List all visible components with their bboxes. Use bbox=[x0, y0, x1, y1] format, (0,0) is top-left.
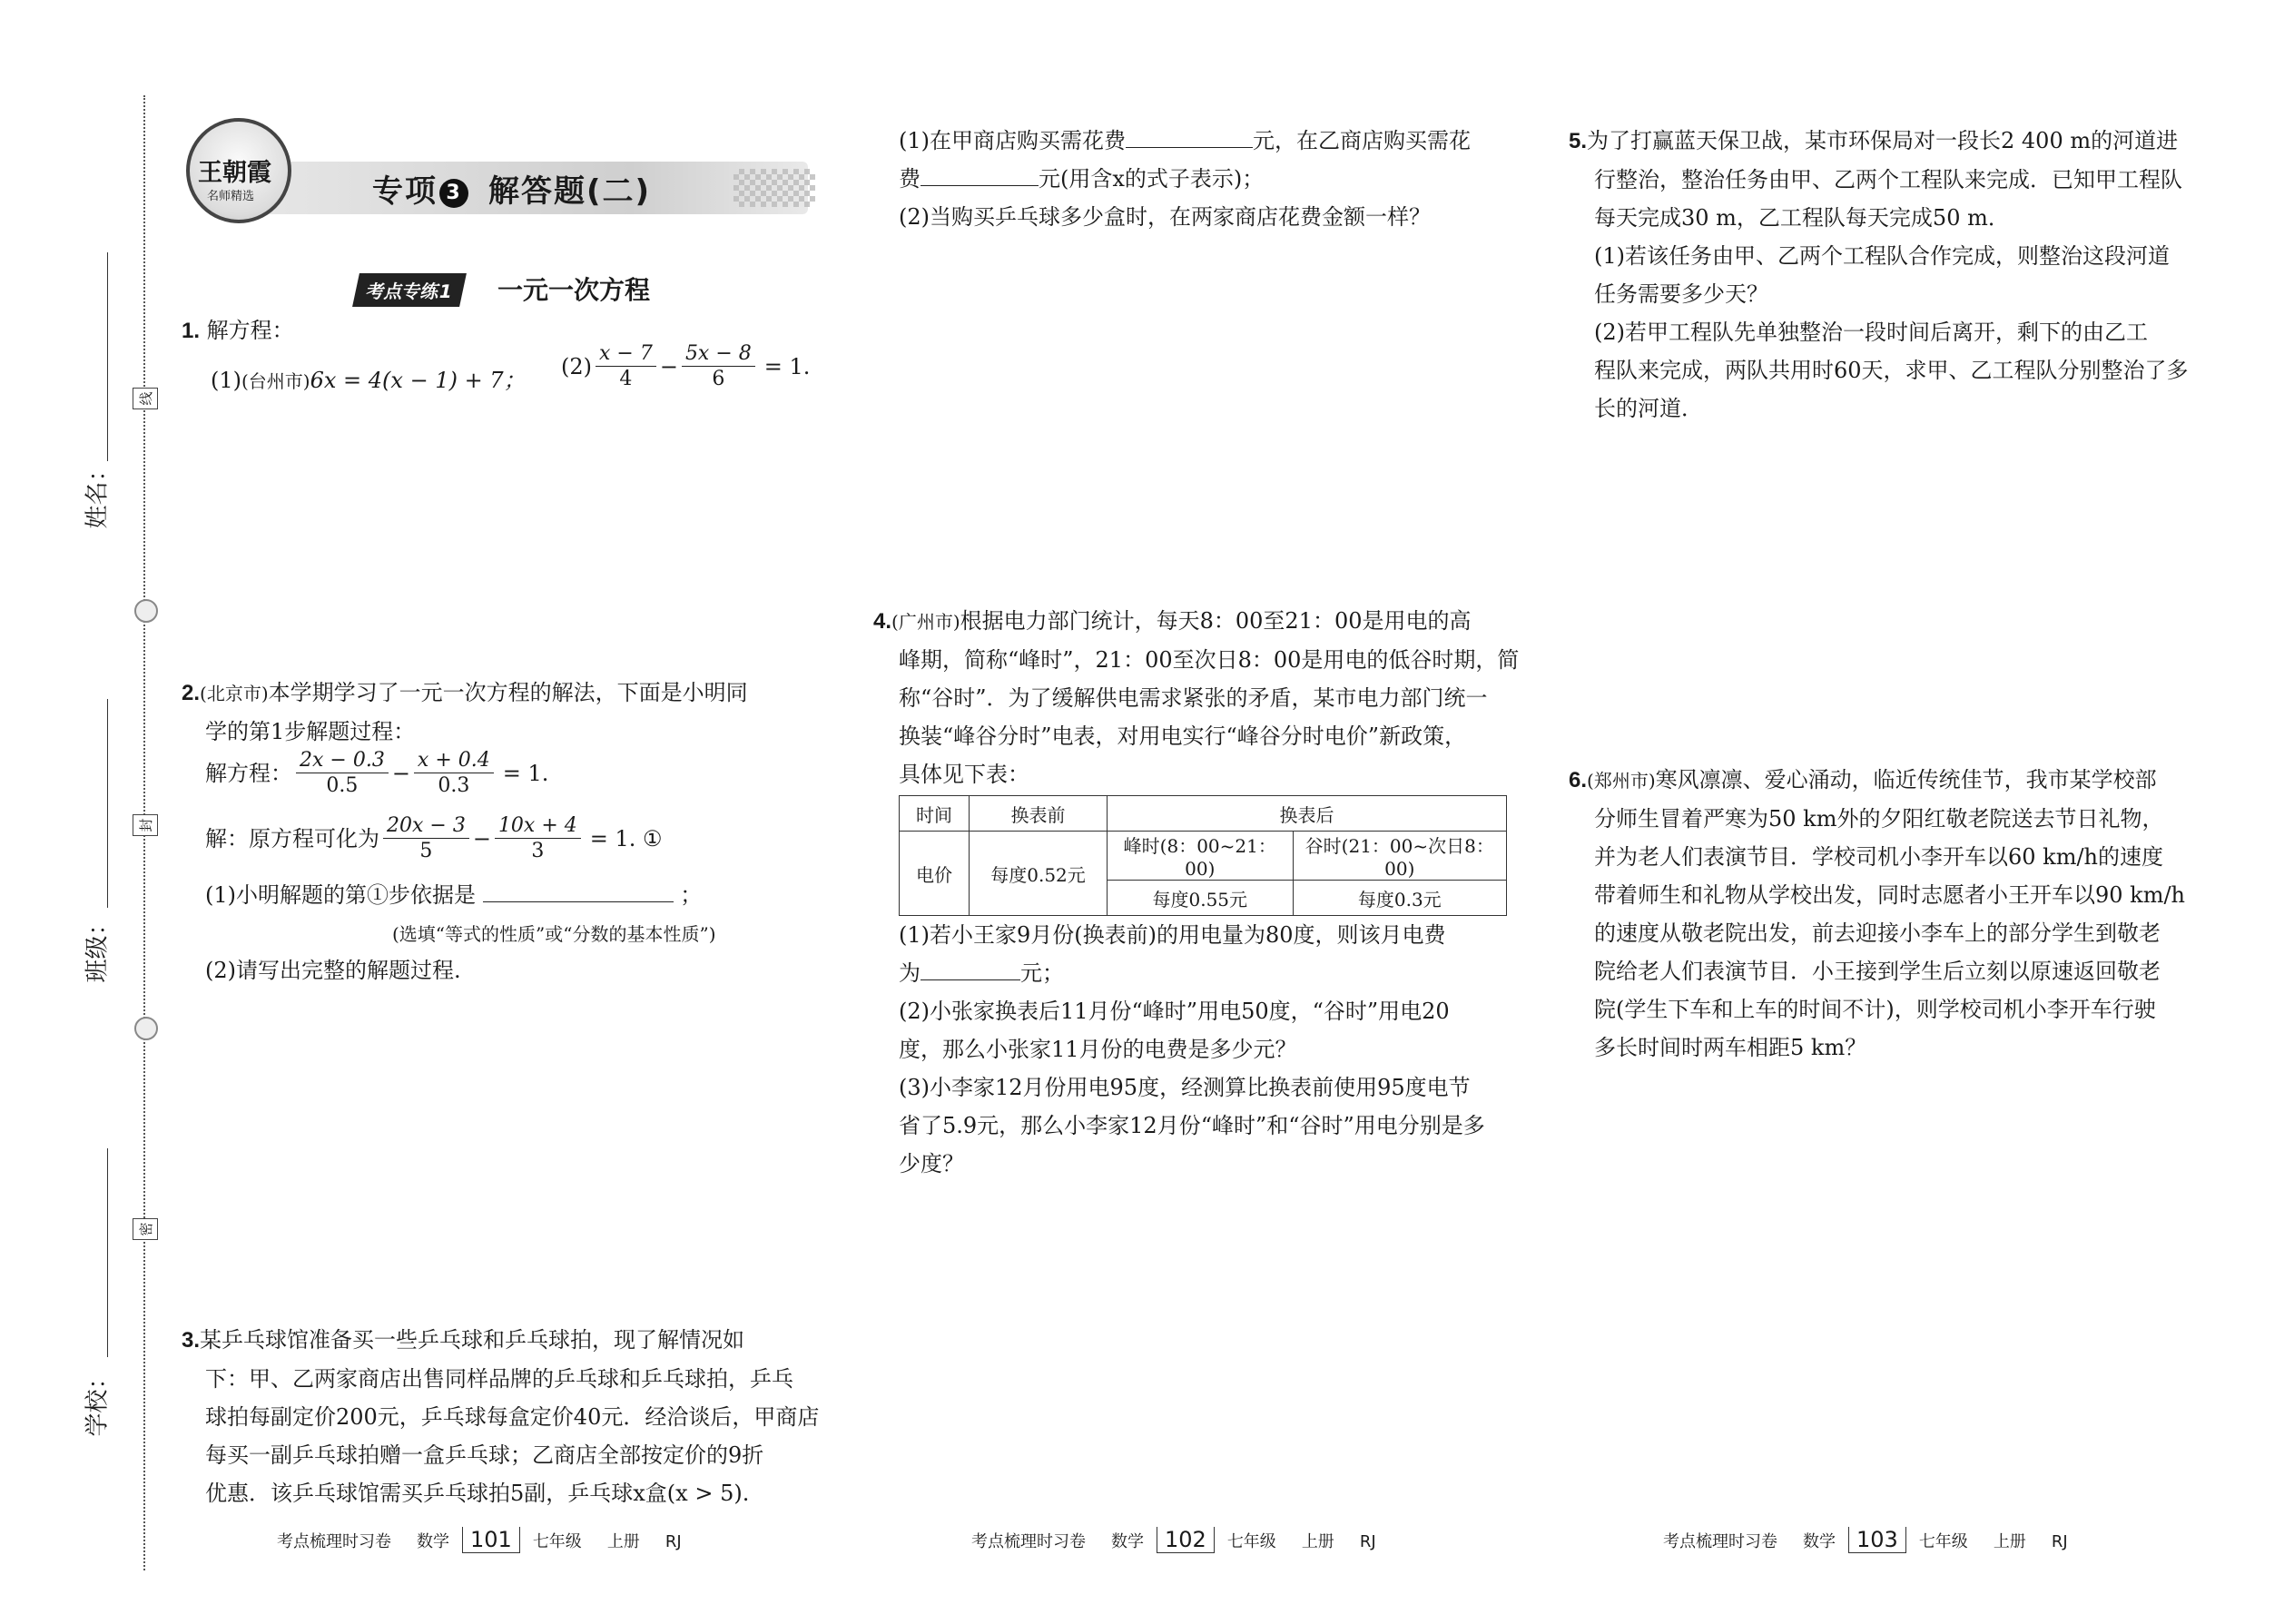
q5-line bbox=[1569, 275, 2189, 313]
q4-s3-cont: 少度？ bbox=[899, 1151, 964, 1176]
q5-number: 5. bbox=[1569, 129, 1588, 153]
q2-equation bbox=[205, 750, 548, 796]
answer-blank[interactable] bbox=[921, 165, 1039, 186]
q4-s3-cont: 省了5.9元，那么小李家12月份“峰时”和“谷时”用电分别是多 bbox=[899, 1113, 1485, 1138]
q4-text: 换装“峰谷分时”电表，对用电实行“峰谷分时电价”新政策， bbox=[899, 723, 1467, 749]
q6-line bbox=[1569, 1029, 2185, 1067]
numerator: 2x − 0.3 bbox=[296, 750, 389, 773]
q2-number: 2. bbox=[182, 681, 201, 705]
q6-text: 分师生冒着严寒为50 km外的夕阳红敬老院送去节日礼物， bbox=[1594, 806, 2164, 832]
q3-text: 每买一副乒乓球拍赠一盒乒乓球；乙商店全部按定价的9折 bbox=[205, 1442, 764, 1468]
table-header-before: 换表前 bbox=[970, 796, 1108, 832]
logo-subtext: 名师精选 bbox=[207, 190, 255, 203]
school-label: 学校： bbox=[84, 1365, 112, 1437]
footer-subject: 数学 bbox=[1111, 1532, 1144, 1551]
page-footer bbox=[277, 1527, 682, 1553]
footer-volume: 上册 bbox=[1993, 1532, 2026, 1551]
footer-grade: 七年级 bbox=[532, 1532, 582, 1551]
fraction bbox=[383, 815, 469, 861]
q4-source: (广州市) bbox=[891, 611, 960, 633]
q3-line bbox=[182, 1474, 819, 1512]
table-valley-label: 谷时(21：00~次日8：00) bbox=[1293, 832, 1506, 881]
operator: − bbox=[472, 825, 491, 851]
q5-line bbox=[1569, 199, 2189, 237]
tag-xian: 线 bbox=[133, 388, 158, 409]
rhs: = 1. bbox=[763, 353, 811, 379]
footer-book: 考点梳理时习卷 bbox=[277, 1532, 391, 1551]
question-5 bbox=[1569, 122, 2189, 428]
section-title: 一元一次方程 bbox=[497, 275, 651, 305]
q3-line bbox=[182, 1436, 819, 1474]
q6-line bbox=[1569, 761, 2185, 800]
rhs: = 1. ① bbox=[589, 825, 663, 851]
q6-text: 的速度从敬老院出发，前去迎接小李车上的部分学生到敬老 bbox=[1594, 920, 2161, 946]
q3-number: 3. bbox=[182, 1328, 201, 1353]
q6-line bbox=[1569, 876, 2185, 914]
name-label: 姓名： bbox=[84, 458, 112, 529]
table-before-value: 每度0.52元 bbox=[970, 832, 1108, 916]
q5-line bbox=[1569, 122, 2189, 161]
footer-edition: RJ bbox=[2051, 1532, 2068, 1551]
q4-text: 根据电力部门统计，每天8：00至21：00是用电的高 bbox=[960, 608, 1472, 634]
numerator: x − 7 bbox=[596, 343, 656, 367]
q4-line bbox=[873, 717, 1519, 755]
q4-s1-cont bbox=[899, 954, 1485, 992]
footer-grade: 七年级 bbox=[1226, 1532, 1276, 1551]
footer-subject: 数学 bbox=[1803, 1532, 1836, 1551]
q3-line bbox=[182, 1360, 819, 1398]
question-2 bbox=[182, 674, 748, 713]
q1-p1-label: (1) bbox=[211, 368, 241, 393]
rhs: = 1. bbox=[502, 760, 549, 786]
logo-text: 王朝霞 bbox=[198, 159, 271, 187]
q6-text: 院给老人们表演节目．小王接到学生后立刻以原速返回敬老 bbox=[1594, 959, 2161, 984]
price-table bbox=[899, 795, 1507, 916]
q6-line bbox=[1569, 800, 2185, 838]
denominator: 0.3 bbox=[438, 774, 470, 798]
q3-text: 下：甲、乙两家商店出售同样品牌的乒乓球和乒乓球拍，乒乓 bbox=[205, 1366, 793, 1392]
q5-text: 任务需要多少天？ bbox=[1594, 281, 1768, 307]
q3-line bbox=[182, 1398, 819, 1436]
q5-line bbox=[1569, 313, 2189, 351]
q5-text: 行整治，整治任务由甲、乙两个工程队来完成．已知甲工程队 bbox=[1594, 167, 2182, 192]
q5-line bbox=[1569, 161, 2189, 199]
q5-line bbox=[1569, 351, 2189, 389]
q1-part1 bbox=[211, 361, 526, 400]
q4-text: 具体见下表： bbox=[899, 762, 1029, 787]
header-checker bbox=[733, 169, 815, 207]
q5-text: 长的河道． bbox=[1594, 396, 1703, 421]
q2-part1-end: ； bbox=[680, 882, 703, 908]
footer-volume: 上册 bbox=[606, 1532, 640, 1551]
q1-p1-equation: 6x = 4(x − 1) + 7； bbox=[310, 368, 526, 393]
footer-edition: RJ bbox=[665, 1532, 682, 1551]
footer-book: 考点梳理时习卷 bbox=[1663, 1532, 1777, 1551]
swirl-ornament bbox=[134, 599, 158, 623]
q2-line2: 学的第1步解题过程： bbox=[205, 719, 416, 744]
q6-text: 寒风凛凛、爱心涌动，临近传统佳节，我市某学校部 bbox=[1655, 767, 2157, 792]
school-line bbox=[107, 1148, 108, 1357]
q4-text: 为 bbox=[899, 960, 921, 986]
fraction bbox=[682, 343, 755, 389]
q1-part2 bbox=[561, 343, 810, 389]
operator: − bbox=[391, 760, 410, 786]
q6-text: 并为老人们表演节目．学校司机小李开车以60 km/h的速度 bbox=[1594, 844, 2164, 870]
fraction bbox=[414, 750, 494, 796]
q3b-text: 元，在乙商店购买需花 bbox=[1253, 128, 1471, 153]
section-badge: 考点专练1 bbox=[352, 273, 467, 307]
q1-p1-source: (台州市) bbox=[241, 370, 310, 392]
class-label: 班级： bbox=[84, 911, 112, 983]
q3b-text: 元(用含x的式子表示)； bbox=[1039, 166, 1265, 192]
q5-text: 每天完成30 m，乙工程队每天完成50 m． bbox=[1594, 205, 2010, 231]
question-3-continued bbox=[899, 122, 1471, 236]
q3b-text: (1)在甲商店购买需花费 bbox=[899, 128, 1126, 153]
q5-line bbox=[1569, 237, 2189, 275]
q4-s3: (3)小李家12月份用电95度，经测算比换表前使用95度电节 bbox=[899, 1075, 1471, 1100]
footer-grade: 七年级 bbox=[1918, 1532, 1968, 1551]
fraction bbox=[596, 343, 656, 389]
answer-blank[interactable] bbox=[921, 960, 1020, 980]
numerator: 10x + 4 bbox=[495, 815, 581, 839]
q3b-line1 bbox=[899, 122, 1471, 160]
numerator: 20x − 3 bbox=[383, 815, 469, 839]
q6-text: 带着师生和礼物从学校出发，同时志愿者小王开车以90 km/h bbox=[1594, 882, 2186, 908]
q3-line bbox=[182, 1321, 819, 1360]
q1-number: 1. bbox=[182, 319, 201, 343]
q6-text: 多长时间时两车相距5 km？ bbox=[1594, 1035, 1867, 1060]
q3-text: 球拍每副定价200元，乒乓球每盒定价40元．经洽谈后，甲商店 bbox=[205, 1404, 820, 1430]
question-4 bbox=[873, 602, 1519, 793]
q2-solution bbox=[205, 815, 663, 861]
q3b-text: 费 bbox=[899, 166, 921, 192]
answer-blank[interactable] bbox=[1126, 127, 1253, 148]
page-footer bbox=[1663, 1527, 2068, 1553]
page-number: 101 bbox=[462, 1527, 520, 1553]
q5-line bbox=[1569, 389, 2189, 428]
answer-blank[interactable] bbox=[483, 881, 674, 902]
table-valley-value: 每度0.3元 bbox=[1293, 881, 1506, 916]
table-header-time: 时间 bbox=[900, 796, 970, 832]
q5-text: (2)若甲工程队先单独整治一段时间后离开，剩下的由乙工 bbox=[1594, 320, 2148, 345]
table-peak-label: 峰时(8：00~21：00) bbox=[1108, 832, 1294, 881]
q4-subquestions bbox=[899, 916, 1485, 1183]
q4-s2-cont: 度，那么小张家11月份的电费是多少元？ bbox=[899, 1037, 1297, 1062]
q6-line bbox=[1569, 838, 2185, 876]
q3-text: 某乒乓球馆准备买一些乒乓球和乒乓球拍，现了解情况如 bbox=[200, 1327, 745, 1353]
page-number: 103 bbox=[1848, 1527, 1906, 1553]
q2-part1 bbox=[205, 876, 702, 914]
tag-mi: 密 bbox=[133, 1218, 158, 1240]
denominator: 4 bbox=[619, 368, 633, 391]
q6-source: (郑州市) bbox=[1587, 770, 1656, 792]
q6-text: 院(学生下车和上车的时间不计)，则学校司机小李开车行驶 bbox=[1594, 997, 2156, 1022]
denominator: 0.5 bbox=[326, 774, 359, 798]
q2-eq-prefix: 解方程： bbox=[205, 760, 292, 786]
q4-line bbox=[873, 641, 1519, 679]
denominator: 3 bbox=[531, 840, 545, 863]
footer-subject: 数学 bbox=[417, 1532, 449, 1551]
q6-number: 6. bbox=[1569, 768, 1588, 792]
fraction bbox=[495, 815, 581, 861]
q5-text: 为了打赢蓝天保卫战，某市环保局对一段长2 400 m的河道进 bbox=[1587, 128, 2179, 153]
question-3 bbox=[182, 1321, 819, 1512]
q4-s2: (2)小张家换表后11月份“峰时”用电50度，“谷时”用电20 bbox=[899, 999, 1450, 1024]
operator: − bbox=[659, 353, 678, 379]
numerator: 5x − 8 bbox=[682, 343, 755, 367]
q4-text: 元； bbox=[1020, 960, 1064, 986]
q6-line bbox=[1569, 952, 2185, 990]
title-suffix: 解答题(二) bbox=[488, 173, 652, 210]
q4-text: 峰期，简称“峰时”，21：00至次日8：00是用电的低谷时期，简 bbox=[899, 647, 1520, 673]
class-line bbox=[107, 699, 108, 908]
table-header-after: 换表后 bbox=[1108, 796, 1507, 832]
table-row-price: 电价 bbox=[900, 832, 970, 916]
q6-line bbox=[1569, 990, 2185, 1029]
q2-part2: (2)请写出完整的解题过程. bbox=[205, 958, 461, 983]
q2-part1-text: (1)小明解题的第①步依据是 bbox=[205, 882, 476, 908]
q5-text: 程队来完成，两队共用时60天，求甲、乙工程队分别整治了多 bbox=[1594, 358, 2189, 383]
table-peak-value: 每度0.55元 bbox=[1108, 881, 1294, 916]
q1-text: 解方程： bbox=[206, 318, 294, 343]
q3b-line2 bbox=[899, 160, 1471, 198]
q1-p2-label: (2) bbox=[561, 353, 592, 379]
page-number: 102 bbox=[1157, 1527, 1215, 1553]
question-1 bbox=[182, 311, 294, 350]
fraction bbox=[296, 750, 389, 796]
denominator: 5 bbox=[419, 840, 433, 863]
footer-volume: 上册 bbox=[1301, 1532, 1334, 1551]
q4-s1: (1)若小王家9月份(换表前)的用电量为80度，则该月电费 bbox=[899, 922, 1446, 948]
swirl-ornament bbox=[134, 1017, 158, 1040]
page-title bbox=[372, 166, 651, 211]
denominator: 6 bbox=[712, 368, 725, 391]
q6-line bbox=[1569, 914, 2185, 952]
title-number: 3 bbox=[439, 179, 468, 208]
numerator: x + 0.4 bbox=[414, 750, 494, 773]
name-line bbox=[107, 252, 108, 461]
q4-line bbox=[873, 755, 1519, 793]
q3b-line3: (2)当购买乒乓球多少盒时，在两家商店花费金额一样？ bbox=[899, 204, 1431, 230]
footer-edition: RJ bbox=[1359, 1532, 1376, 1551]
q2-hint: (选填“等式的性质”或“分数的基本性质”) bbox=[392, 923, 716, 945]
q5-text: (1)若该任务由甲、乙两个工程队合作完成，则整治这段河道 bbox=[1594, 243, 2170, 269]
q2-source: (北京市) bbox=[200, 683, 269, 704]
q3-text: 优惠．该乒乓球馆需买乒乓球拍5副，乒乓球x盒(x > 5). bbox=[205, 1481, 750, 1506]
footer-book: 考点梳理时习卷 bbox=[971, 1532, 1086, 1551]
q4-text: 称“谷时”．为了缓解供电需求紧张的矛盾，某市电力部门统一 bbox=[899, 685, 1488, 711]
q4-line bbox=[873, 679, 1519, 717]
q2-sol-prefix: 解：原方程可化为 bbox=[205, 825, 379, 851]
tag-feng: 封 bbox=[133, 814, 158, 836]
q4-number: 4. bbox=[873, 609, 892, 634]
title-prefix: 专项 bbox=[372, 173, 438, 210]
page-footer bbox=[971, 1527, 1376, 1553]
question-6 bbox=[1569, 761, 2185, 1067]
q4-line bbox=[873, 602, 1519, 641]
q2-line1: 本学期学习了一元一次方程的解法，下面是小明同 bbox=[268, 680, 748, 705]
